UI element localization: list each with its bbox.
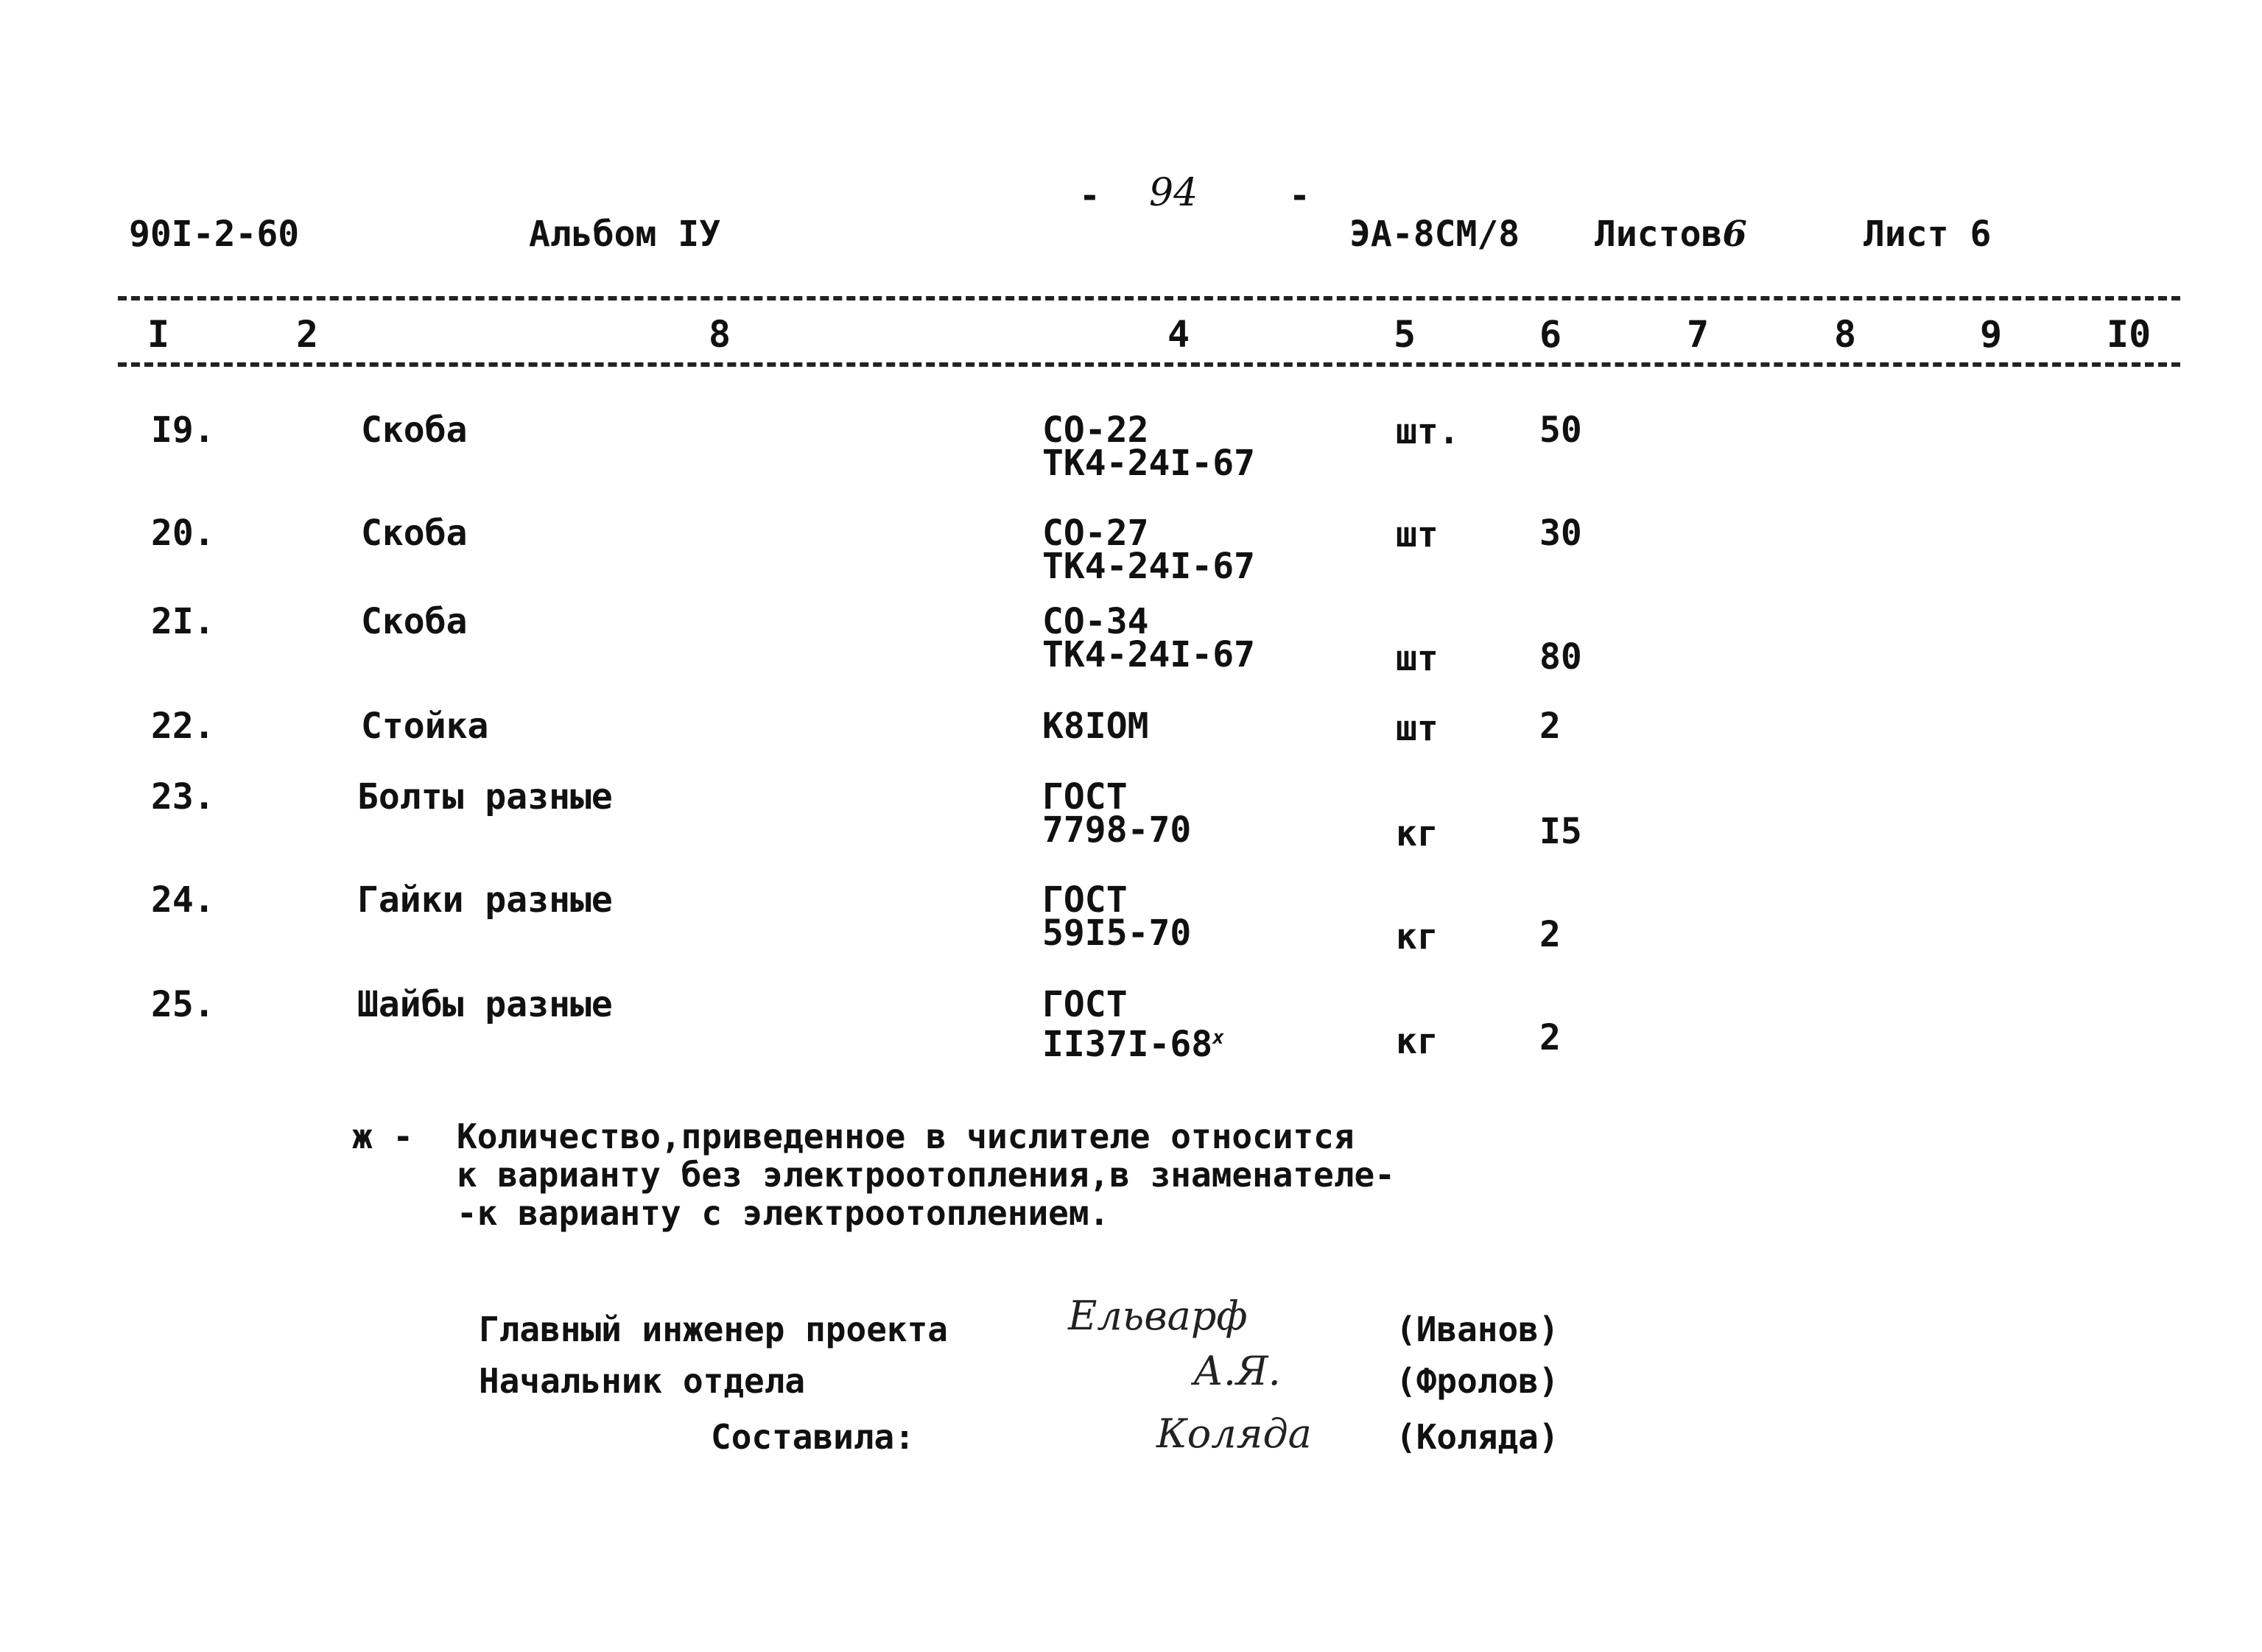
row-quantity: I5 xyxy=(1539,811,1582,852)
row-unit: кг xyxy=(1396,813,1439,854)
row-code-superscript: x xyxy=(1212,1027,1224,1049)
row-unit: шт xyxy=(1396,638,1439,679)
row-name: Скоба xyxy=(361,601,468,642)
table-header-rule xyxy=(118,362,2180,367)
column-header-4: 4 xyxy=(1167,313,1190,356)
footnote-line-3: -к варианту с электроотоплением. xyxy=(457,1193,1110,1233)
row-name: Стойка xyxy=(361,706,489,747)
row-code-line2: 59I5-70 xyxy=(1042,913,1192,954)
row-code-line2: II37I-68$^x$ xyxy=(1042,1024,1224,1065)
row-code-line1: СО-22 xyxy=(1042,410,1149,451)
row-quantity: 50 xyxy=(1539,410,1582,451)
sheet-number: Лист 6 xyxy=(1864,214,1992,255)
row-unit: шт. xyxy=(1396,411,1460,452)
row-number: 25. xyxy=(151,984,215,1025)
page-dash-right: - xyxy=(1289,175,1310,217)
row-code-line1: ГОСТ xyxy=(1042,879,1128,921)
row-quantity: 2 xyxy=(1539,1017,1561,1058)
row-name: Шайбы разные xyxy=(357,984,613,1025)
row-number: I9. xyxy=(151,410,215,451)
signature-role-department-head: Начальник отдела xyxy=(479,1361,806,1401)
column-header-9: 9 xyxy=(1980,313,2003,356)
column-header-10: I0 xyxy=(2107,313,2152,356)
column-header-1: I xyxy=(147,313,170,356)
drawing-code: ЭА-8СМ/8 xyxy=(1349,214,1520,255)
signature-role-chief-engineer: Главный инженер проекта xyxy=(479,1310,948,1349)
signature-name-chief-engineer: (Иванов) xyxy=(1396,1310,1559,1349)
row-code-line1: ГОСТ xyxy=(1042,776,1128,818)
column-header-2: 2 xyxy=(296,313,319,356)
row-name: Гайки разные xyxy=(357,879,613,921)
signature-name-department-head: (Фролов) xyxy=(1396,1361,1559,1401)
row-number: 2I. xyxy=(151,601,215,642)
row-unit: шт xyxy=(1396,708,1439,749)
signature-name-compiler: (Коляда) xyxy=(1396,1417,1559,1457)
row-code-line1: К8IОМ xyxy=(1042,706,1149,747)
row-code-line2: ТК4-24I-67 xyxy=(1042,634,1255,675)
row-name: Скоба xyxy=(361,410,468,451)
row-code-line1: СО-27 xyxy=(1042,513,1149,554)
row-quantity: 2 xyxy=(1539,914,1561,955)
document-code: 90I-2-60 xyxy=(129,214,300,255)
page-dash-left: - xyxy=(1079,175,1100,217)
row-code-line1: ГОСТ xyxy=(1042,984,1128,1025)
row-unit: кг xyxy=(1396,1021,1439,1062)
row-code-line2: ТК4-24I-67 xyxy=(1042,443,1255,484)
column-header-6: 6 xyxy=(1539,313,1562,356)
row-quantity: 2 xyxy=(1539,706,1561,747)
row-code-line2: ТК4-24I-67 xyxy=(1042,546,1255,587)
signature-chief-engineer: Ельварф xyxy=(1068,1293,1248,1339)
column-header-5: 5 xyxy=(1394,313,1416,356)
row-number: 20. xyxy=(151,513,215,554)
footnote-line-1: Количество,приведенное в числителе относится xyxy=(457,1117,1355,1156)
row-name: Скоба xyxy=(361,513,468,554)
column-header-3: 8 xyxy=(709,313,731,356)
row-code-line1: СО-34 xyxy=(1042,601,1149,642)
album-label: Альбом IУ xyxy=(529,214,721,255)
row-quantity: 30 xyxy=(1539,513,1582,554)
footnote-marker: ж - xyxy=(352,1117,414,1156)
table-top-rule xyxy=(118,296,2180,300)
sheets-total: Листов6 xyxy=(1595,214,1747,255)
column-header-7: 7 xyxy=(1687,313,1710,356)
page-number: 94 xyxy=(1149,171,1198,215)
row-code-line2: 7798-70 xyxy=(1042,809,1192,851)
signature-role-compiler: Составила: xyxy=(711,1417,915,1457)
signature-department-head: А.Я. xyxy=(1193,1348,1281,1394)
footnote-line-2: к варианту без электроотопления,в знаменателе- xyxy=(457,1155,1395,1195)
column-header-8: 8 xyxy=(1834,313,1857,356)
row-unit: шт xyxy=(1396,514,1439,555)
row-number: 22. xyxy=(151,706,215,747)
row-name: Болты разные xyxy=(357,776,613,818)
row-unit: кг xyxy=(1396,916,1439,957)
row-number: 24. xyxy=(151,879,215,921)
signature-compiler: Коляда xyxy=(1156,1410,1312,1457)
row-quantity: 80 xyxy=(1539,636,1582,678)
row-number: 23. xyxy=(151,776,215,818)
